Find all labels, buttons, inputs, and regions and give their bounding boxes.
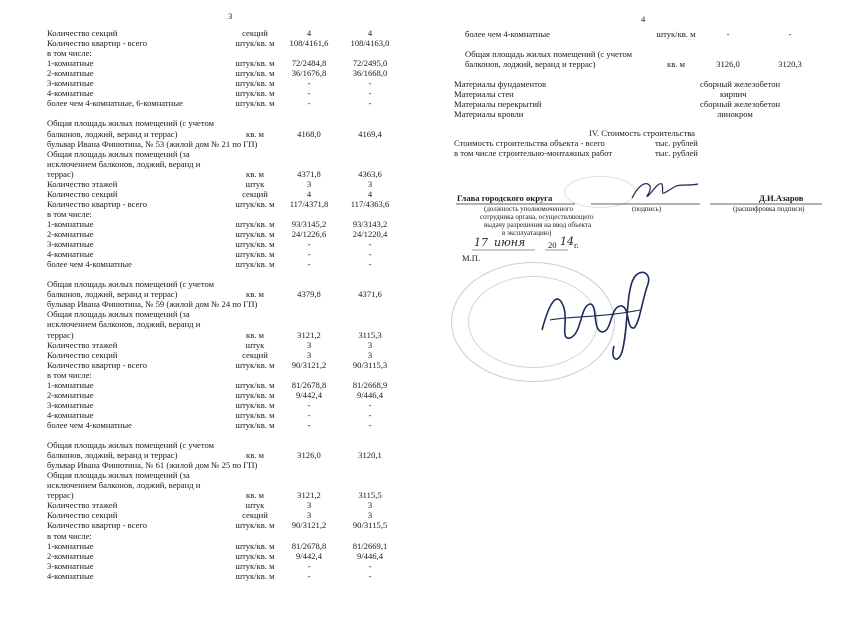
row-label: 2-комнатные <box>47 229 94 239</box>
row-label: исключением балконов, лоджий, веранд и <box>47 480 201 491</box>
row-value-actual: 93/3143,2 <box>352 218 388 229</box>
row-value-actual: 4371,6 <box>358 289 382 300</box>
row-label: 1-комнатные <box>47 540 94 551</box>
row-unit: штук <box>245 500 265 511</box>
row-unit: штук/кв. м <box>235 540 275 551</box>
row-value-actual: 3 <box>367 339 373 350</box>
caption-position: (должность уполномоченного <box>484 205 573 213</box>
row-unit: штук/кв. м <box>235 38 275 49</box>
caption-signature: (подпись) <box>632 205 662 213</box>
row-label: исключением балконов, лоджий, веранд и <box>47 158 201 169</box>
row-label: 3-комнатные <box>47 78 94 89</box>
caption-position-4: в эксплуатацию) <box>502 229 552 237</box>
row-unit: штук/кв. м <box>235 58 275 69</box>
row-value-project: - <box>307 239 311 250</box>
row-label: 4-комнатные <box>47 88 94 99</box>
row-unit: штук/кв. м <box>235 68 275 79</box>
row-value-actual: - <box>368 249 372 260</box>
caption-position-3: выдачу разрешения на ввод объекта <box>484 221 592 229</box>
row-unit: секций <box>242 188 268 199</box>
row-value-actual: 4363,6 <box>358 168 382 179</box>
row-value-project: 24/1226,6 <box>291 229 327 239</box>
row-value-actual: 3 <box>367 349 373 360</box>
row-unit: штук/кв. м <box>235 379 275 390</box>
row-value-project: 90/3121,2 <box>291 520 327 531</box>
cost-unit: тыс. рублей <box>655 148 698 158</box>
row-value-project: 3121,2 <box>297 329 321 340</box>
row-unit: штук/кв. м <box>235 520 275 531</box>
cost-label: в том числе строительно-монтажных работ <box>454 148 613 158</box>
row-value-actual: 24/1220,4 <box>352 229 388 239</box>
row-label: 1-комнатные <box>47 379 94 390</box>
row-unit: секций <box>242 28 268 38</box>
row-label: более чем 4-комнатные <box>47 259 132 270</box>
row-unit: секций <box>242 510 268 521</box>
row-label: Общая площадь жилых помещений (с учетом <box>465 48 633 59</box>
row-value-actual: 9/446,4 <box>356 550 384 561</box>
cost-unit: тыс. рублей <box>655 138 698 148</box>
row-label: в том числе: <box>47 48 92 59</box>
row-unit: кв. м <box>246 289 264 300</box>
row-value-project: 3 <box>306 510 312 521</box>
row-label: 1-комнатные <box>47 58 94 69</box>
row-unit: штук/кв. м <box>235 409 275 420</box>
page-number-left: 3 <box>228 11 233 21</box>
row-value-actual: 3 <box>367 178 373 189</box>
row-value-project: - <box>307 409 311 420</box>
row-value-project: 3 <box>306 500 312 511</box>
row-value-actual: - <box>368 239 372 250</box>
row-unit: штук <box>245 339 265 350</box>
row-value-project: - <box>307 88 311 99</box>
material-value: сборный железобетон <box>700 99 781 109</box>
material-label: Материалы стен <box>454 89 514 99</box>
handwritten-signature-main <box>530 260 660 370</box>
row-unit: штук <box>245 178 265 189</box>
row-label: 2-комнатные <box>47 389 94 400</box>
row-label: Количество секций <box>47 28 118 38</box>
row-unit: штук/кв. м <box>235 550 275 561</box>
row-unit: кв. м <box>667 58 685 69</box>
row-label: в том числе: <box>47 369 92 380</box>
row-unit: штук/кв. м <box>235 419 275 430</box>
row-value-project: 4379,8 <box>297 289 321 300</box>
row-unit: штук/кв. м <box>235 560 275 571</box>
material-label: Материалы кровли <box>454 109 524 119</box>
row-value-actual: 36/1668,0 <box>352 68 388 79</box>
row-label: балконов, лоджий, веранд и террас) <box>47 450 178 461</box>
row-value-actual: 108/4163,0 <box>350 38 390 49</box>
row-label: балконов, лоджий, веранд и террас) <box>47 289 178 300</box>
row-value-actual: 9/446,4 <box>356 389 384 400</box>
row-label: Количество квартир - всего <box>47 38 148 49</box>
material-value: линокром <box>717 109 753 119</box>
row-value-actual: 3 <box>367 500 373 511</box>
row-value-actual: - <box>368 560 372 571</box>
row-value-actual: - <box>368 78 372 89</box>
row-unit: штук/кв. м <box>235 259 275 270</box>
row-label: балконов, лоджий, веранд и террас) <box>47 128 178 139</box>
row-unit: штук/кв. м <box>235 399 275 410</box>
row-label: террас) <box>47 168 74 179</box>
caption-position-2: сотрудника органа, осуществляющего <box>480 213 594 221</box>
row-label: Общая площадь жилых помещений (за <box>47 470 190 481</box>
date-day: 17 <box>474 236 488 249</box>
handwritten-signature-top <box>624 176 704 206</box>
row-label: террас) <box>47 329 74 340</box>
row-value-project: 117/4371,8 <box>289 198 329 209</box>
row-value-project: 3126,0 <box>716 58 740 69</box>
row-unit: штук/кв. м <box>235 218 275 229</box>
row-value-actual: - <box>368 399 372 410</box>
row-value-project: - <box>307 419 311 430</box>
signatory-name: Д.И.Азаров <box>759 193 804 203</box>
material-value: сборный железобетон <box>700 79 781 89</box>
row-label: Общая площадь жилых помещений (с учетом <box>47 279 215 290</box>
row-value-project: 3126,0 <box>297 450 321 461</box>
row-label: Количество квартир - всего <box>47 198 148 209</box>
date-year-suffix: 14 <box>560 235 574 248</box>
row-value-project: 9/442,4 <box>295 550 323 561</box>
date-g: г. <box>574 240 579 250</box>
material-label: Материалы перекрытий <box>454 99 542 109</box>
row-label: 1-комнатные <box>47 218 94 229</box>
material-label: Материалы фундаментов <box>454 79 547 89</box>
row-label: Количество секций <box>47 188 118 199</box>
row-value-actual: - <box>368 259 372 270</box>
date-month: июня <box>494 236 526 249</box>
row-value-project: 81/2678,8 <box>291 540 327 551</box>
row-value-actual: 72/2495,0 <box>352 58 388 69</box>
row-label: 3-комнатные <box>47 399 94 410</box>
row-value-actual: 3120,1 <box>358 450 382 461</box>
row-label: Количество секций <box>47 510 118 521</box>
row-value-actual: - <box>368 409 372 420</box>
cost-label: Стоимость строительства объекта - всего <box>454 138 605 148</box>
row-value-project: - <box>307 259 311 270</box>
material-value: кирпич <box>720 89 747 99</box>
row-label: в том числе: <box>47 208 92 219</box>
row-value-project: 90/3121,2 <box>291 359 327 370</box>
row-value-project: 4 <box>306 28 312 38</box>
row-label: Количество этажей <box>47 339 118 350</box>
row-label: бульвар Ивана Финютина, № 53 (жилой дом № 21 по ГП) <box>47 138 258 149</box>
row-unit: штук/кв. м <box>656 29 696 39</box>
signatory-position: Глава городского округа <box>457 193 553 203</box>
row-value-project: - <box>307 570 311 581</box>
row-value-actual: 3115,5 <box>358 490 382 501</box>
row-value-project: 108/4161,6 <box>289 38 329 49</box>
row-label: 4-комнатные <box>47 409 94 420</box>
row-label: 4-комнатные <box>47 570 94 581</box>
row-value-project: - <box>307 98 311 109</box>
row-label: более чем 4-комнатные <box>465 29 550 39</box>
row-value-actual: 81/2669,1 <box>352 540 388 551</box>
row-value-actual: - <box>368 98 372 109</box>
row-label: Количество квартир - всего <box>47 359 148 370</box>
row-unit: штук/кв. м <box>235 239 275 250</box>
mp-label: М.П. <box>462 253 481 263</box>
row-value-actual: 117/4363,6 <box>350 198 390 209</box>
row-value-project: 93/3145,2 <box>291 218 327 229</box>
row-label: 3-комнатные <box>47 560 94 571</box>
row-label: Количество этажей <box>47 500 118 511</box>
row-value-actual: 90/3115,5 <box>352 520 388 531</box>
row-value-project: 3 <box>306 349 312 360</box>
row-label: Количество квартир - всего <box>47 520 148 531</box>
row-value-project: - <box>307 560 311 571</box>
row-unit: секций <box>242 349 268 360</box>
row-value-actual: 3 <box>367 510 373 521</box>
row-value-actual: - <box>368 88 372 99</box>
row-value-actual: 90/3115,3 <box>352 359 388 370</box>
row-label: Количество секций <box>47 349 118 360</box>
row-label: Общая площадь жилых помещений (с учетом <box>47 440 215 451</box>
row-unit: штук/кв. м <box>235 98 275 109</box>
row-value-project: - <box>307 249 311 260</box>
row-label: бульвар Ивана Финютина, № 59 (жилой дом № 24 по ГП) <box>47 299 258 310</box>
row-label: Количество этажей <box>47 178 118 189</box>
page-number-right: 4 <box>641 14 646 24</box>
row-unit: кв. м <box>246 168 264 179</box>
row-unit: кв. м <box>246 128 264 139</box>
row-value-actual: 4 <box>367 28 373 38</box>
row-unit: штук/кв. м <box>235 389 275 400</box>
row-value-project: 3 <box>306 178 312 189</box>
row-value-project: 81/2678,8 <box>291 379 327 390</box>
row-label: бульвар Ивана Финютина, № 61 (жилой дом № 25 по ГП) <box>47 460 258 471</box>
row-label: 2-комнатные <box>47 550 94 561</box>
row-value-actual: 81/2668,9 <box>352 379 388 390</box>
row-unit: кв. м <box>246 329 264 340</box>
row-unit: штук/кв. м <box>235 359 275 370</box>
caption-name: (расшифровка подписи) <box>733 205 805 213</box>
date-year-prefix: 20 <box>548 240 557 250</box>
row-unit: штук/кв. м <box>235 570 275 581</box>
row-value-project: 72/2484,8 <box>291 58 327 69</box>
row-value-actual: - <box>788 29 792 39</box>
row-label: Общая площадь жилых помещений (с учетом <box>47 118 215 129</box>
row-label: более чем 4-комнатные, 6-комнатные <box>47 98 183 109</box>
row-unit: штук/кв. м <box>235 229 275 239</box>
row-value-project: 4 <box>306 188 312 199</box>
row-label: Общая площадь жилых помещений (за <box>47 148 190 159</box>
row-value-actual: 4 <box>367 188 373 199</box>
row-label: более чем 4-комнатные <box>47 419 132 430</box>
row-label: террас) <box>47 490 74 501</box>
row-value-actual: 3120,3 <box>778 58 802 69</box>
row-label: Общая площадь жилых помещений (за <box>47 309 190 320</box>
row-value-project: 3 <box>306 339 312 350</box>
row-value-actual: 3115,3 <box>358 329 382 340</box>
row-value-project: - <box>307 399 311 410</box>
row-value-project: 3121,2 <box>297 490 321 501</box>
row-label: 3-комнатные <box>47 239 94 250</box>
row-value-project: 9/442,4 <box>295 389 323 400</box>
row-unit: штук/кв. м <box>235 88 275 99</box>
row-label: 2-комнатные <box>47 68 94 79</box>
row-value-project: - <box>726 29 730 39</box>
row-label: в том числе: <box>47 530 92 541</box>
row-value-actual: - <box>368 570 372 581</box>
row-value-project: - <box>307 78 311 89</box>
row-unit: штук/кв. м <box>235 198 275 209</box>
row-value-project: 4371,8 <box>297 168 321 179</box>
row-label: 4-комнатные <box>47 249 94 260</box>
row-value-actual: - <box>368 419 372 430</box>
row-value-actual: 4169,4 <box>358 128 382 139</box>
row-label: балконов, лоджий, веранд и террас) <box>465 58 596 69</box>
row-value-project: 36/1676,8 <box>291 68 327 79</box>
row-unit: кв. м <box>246 450 264 461</box>
row-unit: кв. м <box>246 490 264 501</box>
row-value-project: 4168,0 <box>297 128 321 139</box>
row-unit: штук/кв. м <box>235 78 275 89</box>
cost-heading: IV. Стоимость строительства <box>589 128 695 138</box>
row-label: исключением балконов, лоджий, веранд и <box>47 319 201 330</box>
row-unit: штук/кв. м <box>235 249 275 260</box>
